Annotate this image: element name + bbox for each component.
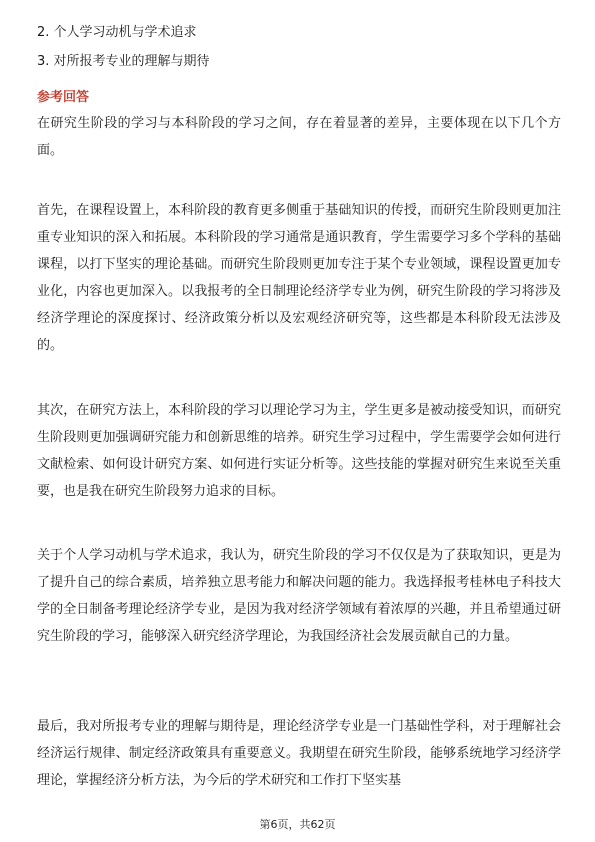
page-footer: 第6页，共62页 [259,818,336,831]
paragraph-motivation: 关于个人学习动机与学术追求，我认为，研究生阶段的学习不仅仅是为了获取知识，更是为了提升自己的综合素质，培养独立思考能力和解决问题的能力。我选择报考桂林电子科技大学的全日制备考理论经济学专业，是因为我对经济学领域有着浓厚的兴趣，并且希望通过研究生阶段的学习，能够深入研究经济学理论，为我国经济社会发展贡献自己的力量。 [37,548,561,644]
list-item-motivation: 2. 个人学习动机与学术追求 [37,25,197,40]
paragraph-research-methods: 其次，在研究方法上，本科阶段的学习以理论学习为主，学生更多是被动接受知识，而研究生阶段则更加强调研究能力和创新思维的培养。研究生学习过程中，学生需要学会如何进行文献检索、如何设计研究方案、如何进行实证分析等。这些技能的掌握对研究生来说至关重要，也是我在研究生阶段努力追求的目标。 [37,403,561,499]
answer-heading: 参考回答 [37,90,90,105]
paragraph-expectation: 最后，我对所报考专业的理解与期待是，理论经济学专业是一门基础性学科，对于理解社会经济运行规律、制定经济政策具有重要意义。我期望在研究生阶段，能够系统地学习经济学理论，掌握经济分析方法，为今后的学术研究和工作打下坚实基 [37,719,561,788]
paragraph-curriculum: 首先，在课程设置上，本科阶段的教育更多侧重于基础知识的传授，而研究生阶段则更加注重专业知识的深入和拓展。本科阶段的学习通常是通识教育，学生需要学习多个学科的基础课程，以打下坚实的理论基础。而研究生阶段则更加专注于某个专业领域，课程设置更加专业化，内容也更加深入。以我报考的全日制理论经济学专业为例，研究生阶段的学习将涉及经济学理论的深度探讨、经济政策分析以及宏观经济研究等，这些都是本科阶段无法涉及的。 [37,203,561,353]
list-item-major-expectation: 3. 对所报考专业的理解与期待 [37,54,210,69]
paragraph-intro: 在研究生阶段的学习与本科阶段的学习之间，存在着显著的差异，主要体现在以下几个方面。 [37,116,561,158]
